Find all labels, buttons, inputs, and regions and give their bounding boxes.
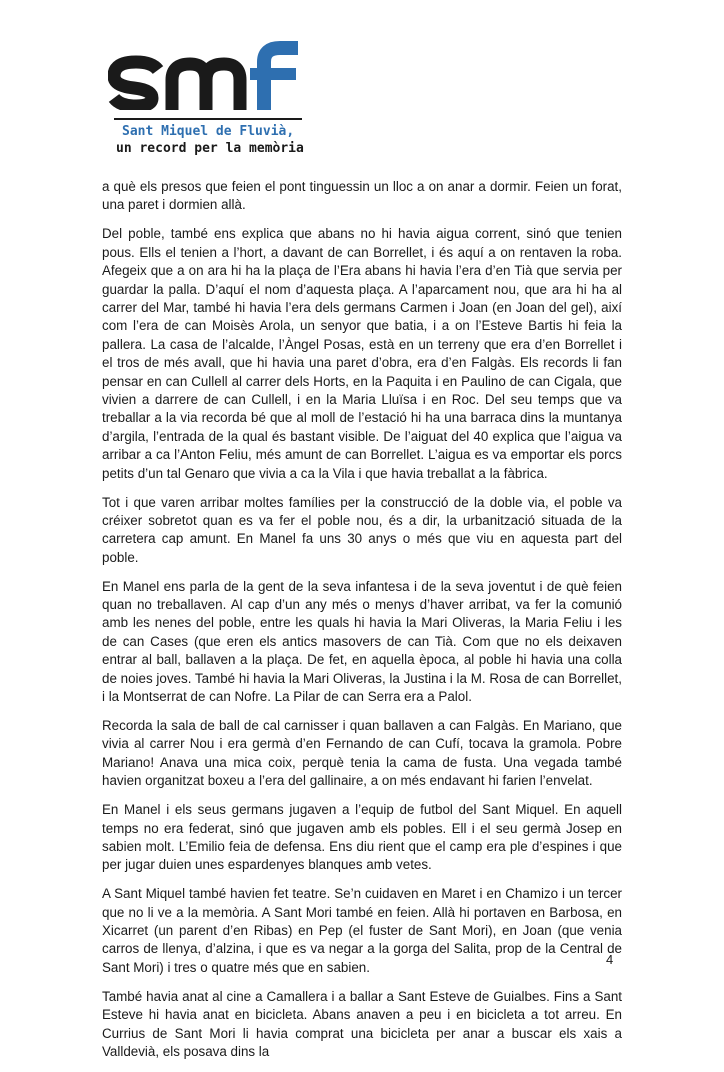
logo-divider [114,118,302,120]
paragraph: També havia anat al cine a Camallera i a ballar a Sant Esteve de Guialbes. Fins a Sant Esteve hi havia anat en bicicleta. Abans anaven a peu i en bicicleta a tot arreu. En Currius de Sant Mori li havia comprat una bicicleta per anar a buscar els xais a Valldevià, els posava dins la [102,988,622,1059]
paragraph: Del poble, també ens explica que abans no hi havia aigua corrent, sinó que tenien pous. Ells el tenien a l’hort, a davant de can Borrellet, i és aquí a on rentaven la roba. Afegeix que a on ara hi ha la plaça de l’Era abans hi havia l’era d’en Tià que servia per guardar la palla. D’aquí el nom d’aquesta plaça. A l’aparcament nou, que ara hi ha al carrer del Mar, també hi havia l’era dels germans Carmen i Joan (en Joan del gel), així com l’era de can Moisès Arola, un senyor que batia, i a on l’Esteve Bartis hi feia la pallera. La casa de l’alcalde, l’Àngel Posas, està en un terreny que era d’en Borrellet i el tros de més avall, que hi havia una paret d’obra, era d’en Falgàs. Els records li fan pensar en can Cullell al carrer dels Horts, en la Paquita i en Paulino de can Cigala, que vivien a darrere de can Cullell, i en la Maria Lluïsa i en Roc. Del seu temps que va treballar a la via recorda bé que al moll de l’estació hi ha una barraca dins la muntanya d’argila, l’entrada de la qual és bastant visible. De l’aiguat del 40 explica que l’aigua va arribar a ca l’Anton Feliu, més amunt de can Borrellet. L’aigua es va emportar els porcs petits d’un tal Genaro que vivia a ca la Vila i que havia treballat a la fàbrica. [102,226,622,481]
header-subtitle-place: Sant Miquel de Fluvià, [122,124,295,139]
document-body [102,178,622,1072]
paragraph: a què els presos que feien el pont tinguessin un lloc a on anar a dormir. Feien un forat, una paret i dormien allà. [102,179,622,213]
paragraph: Tot i que varen arribar moltes famílies per la construcció de la doble via, el poble va créixer sobretot quan es va fer el poble nou, és a dir, la urbanització situada de la carretera cap amunt. En Manel fa uns 30 anys o més que viu en aquesta part del poble. [102,494,622,565]
paragraph: En Manel ens parla de la gent de la seva infantesa i de la seva joventut i de què feien quan no treballaven. Al cap d’un any més o menys d’haver arribat, va fer la comunió amb les nenes del poble, entre les quals hi havia la Mari Oliveras, la Maria Feliu i les de can Cases (que eren els antics masovers de can Tià. Com que no els deixaven entrar al ball, ballaven a la plaça. De fet, en aquella època, al poble hi havia una colla de noies joves. També hi havia la Mari Oliveras, la Justina i la M. Rosa de can Borrellet, i la Montserrat de can Nofre. La Pilar de can Serra era a Palol. [102,578,622,705]
smf-logo [108,40,304,110]
paragraph: Recorda la sala de ball de cal carnisser i quan ballaven a can Falgàs. En Mariano, que vivia al carrer Nou i era germà d’en Fernando de can Cufí, tocava la gramola. Pobre Mariano! Anava una mica coix, perquè tenia la cama de fusta. Una vegada també havien organitzat boxeu a l’era del gallinaire, a on més endavant hi farien l’envelat. [102,717,622,789]
header-subtitle-tagline: un record per la memòria [116,141,304,156]
page-number: 4 [606,952,614,967]
paragraph: A Sant Miquel també havien fet teatre. Se’n cuidaven en Maret i en Chamizo i un tercer que no li ve a la memòria. A Sant Mori també en feien. Allà hi portaven en Barbosa, en Xicarret (un parent d’en Ribas) en Pep (el fuster de Sant Mori), en Joan (que venia carros de llenya, d’alzina, i que es va negar a la gorga del Salita, prop de la Central de Sant Mori) i tres o quatre més que en sabien. [102,886,622,975]
document-header [108,40,308,160]
paragraph: En Manel i els seus germans jugaven a l’equip de futbol del Sant Miquel. En aquell temps no era federat, sinó que jugaven amb els pobles. Ell i el seu germà Josep en sabien molt. L’Emilio feia de defensa. Ens diu rient que el camp era ple d’espines i que per jugar duien unes espardenyes blanques amb vetes. [102,802,622,873]
